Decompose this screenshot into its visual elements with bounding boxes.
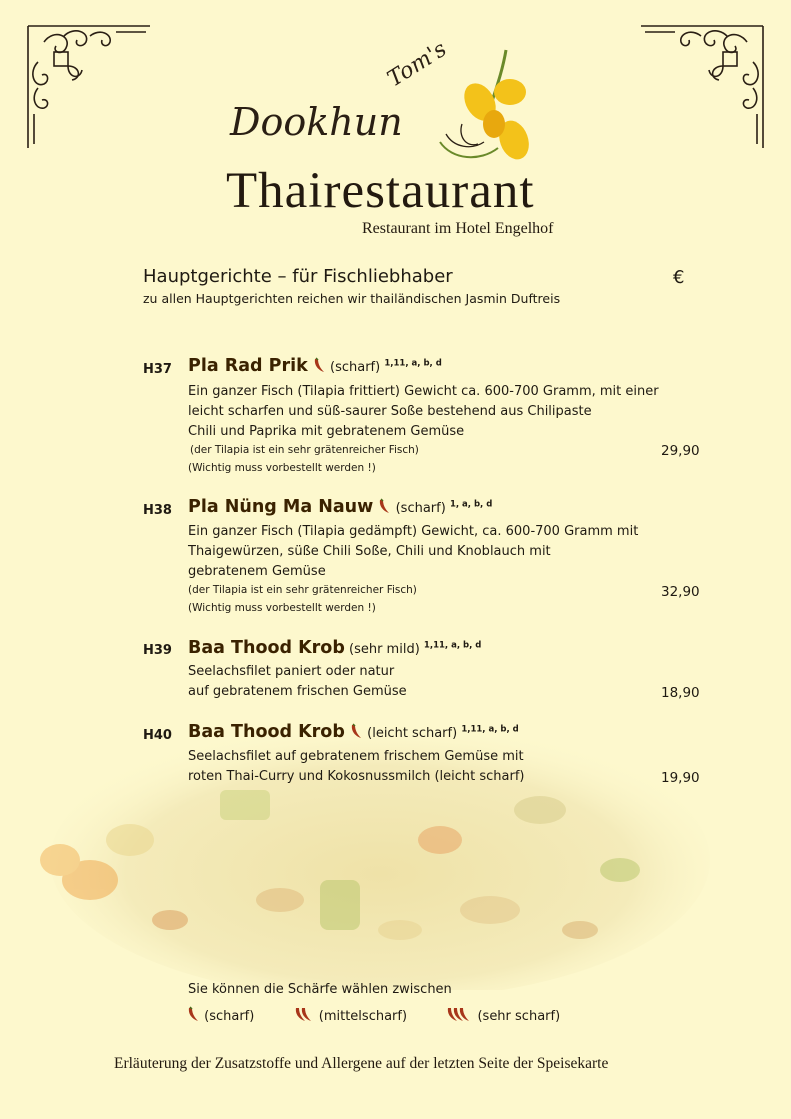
spice-legend-intro: Sie können die Schärfe wählen zwischen xyxy=(188,982,452,997)
section-note: zu allen Hauptgerichten reichen wir thailändischen Jasmin Duftreis xyxy=(143,291,561,306)
spice-legend xyxy=(186,1006,560,1024)
section-title: Hauptgerichte – für Fischliebhaber xyxy=(143,266,453,287)
spice-legend-medium: (mittelscharf) xyxy=(318,1009,408,1024)
item-code: H38 xyxy=(143,503,172,518)
triple-chili-icon xyxy=(445,1006,473,1022)
chili-icon xyxy=(349,723,363,739)
item-note: (der Tilapia ist ein sehr grätenreicher Fisch) xyxy=(188,584,417,596)
item-description-line: Seelachsfilet paniert oder natur xyxy=(188,664,395,679)
item-description-line: auf gebratenem frischen Gemüse xyxy=(188,684,407,699)
yellow-orchid-icon xyxy=(432,44,537,174)
item-description-line: Seelachsfilet auf gebratenem frischem Gemüse mit xyxy=(188,749,524,764)
chili-icon xyxy=(377,498,391,514)
item-code: H39 xyxy=(143,643,172,658)
item-price: 19,90 xyxy=(661,770,700,786)
item-description-line: Thaigewürzen, süße Chili Soße, Chili und Knoblauch mit xyxy=(188,544,551,559)
item-name: Baa Thood Krob xyxy=(188,638,345,658)
allergen-codes: 1, a, b, d xyxy=(449,499,493,510)
chili-icon xyxy=(186,1006,200,1022)
item-price: 18,90 xyxy=(661,685,700,701)
restaurant-subtitle: Restaurant im Hotel Engelhof xyxy=(362,220,554,237)
item-description-line: Chili und Paprika mit gebratenem Gemüse xyxy=(188,424,465,439)
item-note: (Wichtig muss vorbestellt werden !) xyxy=(188,462,376,474)
double-chili-icon xyxy=(293,1006,315,1022)
item-name: Pla Nüng Ma Nauw xyxy=(188,497,374,517)
spice-legend-hot: (sehr scharf) xyxy=(477,1009,561,1024)
menu-item-header xyxy=(188,722,519,742)
item-description-line: Ein ganzer Fisch (Tilapia frittiert) Gewicht ca. 600-700 Gramm, mit einer xyxy=(188,384,659,399)
item-price: 29,90 xyxy=(661,443,700,459)
item-code: H37 xyxy=(143,362,172,377)
item-description-line: roten Thai-Curry und Kokosnussmilch (leicht scharf) xyxy=(188,769,525,784)
allergen-codes: 1,11, a, b, d xyxy=(423,640,482,651)
item-name: Pla Rad Prik xyxy=(188,356,308,376)
spice-level-tag: (leicht scharf) xyxy=(367,726,458,741)
spice-level-tag: (scharf) xyxy=(395,501,446,516)
corner-ornament-icon xyxy=(24,22,154,152)
item-code: H40 xyxy=(143,728,172,743)
logo-small-script: Tom's xyxy=(383,36,452,93)
item-description-line: gebratenem Gemüse xyxy=(188,564,326,579)
logo-script-name: Dookhun xyxy=(230,100,403,144)
restaurant-title: Thairestaurant xyxy=(226,163,535,219)
menu-item-header xyxy=(188,497,492,517)
chili-icon xyxy=(312,357,326,373)
item-description-line: leicht scharfen und süß-saurer Soße bestehend aus Chilipaste xyxy=(188,404,592,419)
currency-symbol: € xyxy=(673,267,685,288)
item-description-line: Ein ganzer Fisch (Tilapia gedämpft) Gewicht, ca. 600-700 Gramm mit xyxy=(188,524,639,539)
item-note: (der Tilapia ist ein sehr grätenreicher Fisch) xyxy=(190,444,419,456)
item-price: 32,90 xyxy=(661,584,700,600)
menu-item-header xyxy=(188,356,442,376)
item-name: Baa Thood Krob xyxy=(188,722,345,742)
spice-level-tag: (scharf) xyxy=(330,360,381,375)
allergen-codes: 1,11, a, b, d xyxy=(461,724,519,735)
spice-level-tag: (sehr mild) xyxy=(349,642,420,657)
corner-ornament-icon xyxy=(637,22,767,152)
spice-legend-mild: (scharf) xyxy=(204,1009,255,1024)
menu-item-header xyxy=(188,638,481,658)
allergen-codes: 1,11, a, b, d xyxy=(384,358,442,369)
item-note: (Wichtig muss vorbestellt werden !) xyxy=(188,602,376,614)
allergen-footer-note: Erläuterung der Zusatzstoffe und Allergene auf der letzten Seite der Speisekarte xyxy=(114,1055,609,1072)
